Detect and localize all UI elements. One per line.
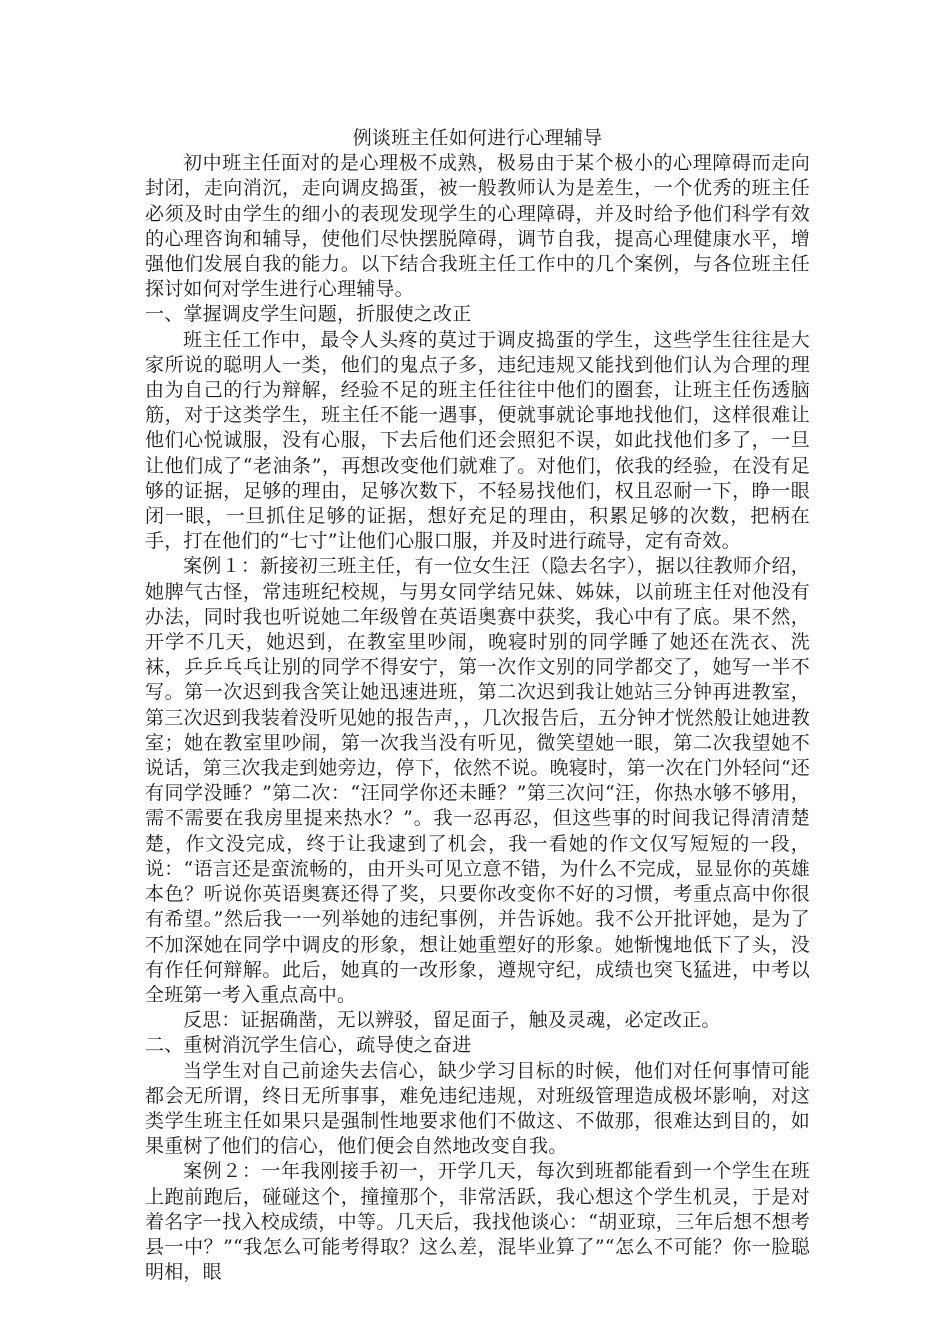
case-2-paragraph: 案例２：一年我刚接手初一，开学几天，每次到班都能看到一个学生在班上跑前跑后，碰碰这个，撞撞那个，非常活跃，我心想这个学生机灵，于是对着名字一找入校成绩，中等。几天后，我找他谈心：“胡亚琼，三年后想不想考县一中？”“我怎么可能考得取？这么差，混毕业算了”“怎么不可能？你一脸聪明相，眼 [145,1160,810,1284]
document-page [145,126,810,1285]
document-title: 例谈班主任如何进行心理辅导 [352,127,603,149]
reflection-paragraph: 反思：证据确凿，无以辨驳，留足面子，触及灵魂，必定改正。 [183,1009,721,1032]
section-2-heading: 二、重树消沉学生信心，疏导使之奋进 [145,1034,472,1057]
section-1-paragraph: 班主任工作中，最令人头疼的莫过于调皮捣蛋的学生，这些学生往往是大家所说的聪明人一类，他们的鬼点子多，违纪违规又能找到他们认为合理的理由为自己的行为辩解，经验不足的班主任往往中他们的圈套，让班主任伤透脑筋，对于这类学生，班主任不能一遇事，便就事就论事地找他们，这样很难让他们心悦诚服，没有心服，下去后他们还会照犯不误，如此找他们多了，一旦让他们成了“老油条”，再想改变他们就难了。对他们，依我的经验，在没有足够的证据，足够的理由，足够次数下，不轻易找他们，权且忍耐一下，睁一眼闭一眼，一旦抓住足够的证据，想好充足的理由，积累足够的次数，把柄在手，打在他们的“七寸”让他们心服口服，并及时进行疏导，定有奇效。 [145,328,810,553]
section-2-paragraph: 当学生对自己前途失去信心，缺少学习目标的时候，他们对任何事情可能都会无所谓，终日无所事事，难免违纪违规，对班级管理造成极坏影响，对这类学生班主任如果只是强制性地要求他们不做这、不做那，很难达到目的，如果重树了他们的信心，他们便会自然地改变自我。 [145,1059,810,1158]
section-1-heading: 一、掌握调皮学生问题，折服使之改正 [145,303,472,326]
case-1-paragraph: 案例１：新接初三班主任，有一位女生汪（隐去名字），据以往教师介绍，她脾气古怪，常违班纪校规，与男女同学结兄妹、姊妹，以前班主任对他没有办法，同时我也听说她二年级曾在英语奥赛中获奖，我心中有了底。果不然，开学不几天，她迟到，在教室里吵闹，晚寝时别的同学睡了她还在洗衣、洗袜，乒乒乓乓让别的同学不得安宁，第一次作文别的同学都交了，她写一半不写。第一次迟到我含笑让她迅速进班，第二次迟到我让她站三分钟再进教室，第三次迟到我装着没听见她的报告声，，几次报告后，五分钟才恍然般让她进教室；她在教室里吵闹，第一次我当没有听见，微笑望她一眼，第二次我望她不说话，第三次我走到她旁边，停下，依然不说。晚寝时，第一次在门外轻问“还有同学没睡？”第二次：“汪同学你还未睡？”第三次问“汪，你热水够不够用，需不需要在我房里提来热水？”。我一忍再忍，但这些事的时间我记得清清楚楚，作文没完成，终于让我逮到了机会，我一看她的作文仅写短短的一段，说：“语言还是蛮流畅的，由开头可见立意不错，为什么不完成，显显你的英雄本色？听说你英语奥赛还得了奖，只要你改变你不好的习惯，考重点高中你很有希望。”然后我一一列举她的违纪事例，并告诉她。我不公开批评她，是为了不加深她在同学中调皮的形象，想让她重塑好的形象。她惭愧地低下了头，没有作任何辩解。此后，她真的一改形象，遵规守纪，成绩也突飞猛进，中考以全班第一考入重点高中。 [145,555,810,1006]
intro-paragraph: 初中班主任面对的是心理极不成熟，极易由于某个极小的心理障碍而走向封闭，走向消沉，走向调皮捣蛋，被一般教师认为是差生，一个优秀的班主任必须及时由学生的细小的表现发现学生的心理障碍，并及时给予他们科学有效的心理咨询和辅导，使他们尽快摆脱障碍，调节自我，提高心理健康水平，增强他们发展自我的能力。以下结合我班主任工作中的几个案例，与各位班主任探讨如何对学生进行心理辅导。 [145,152,810,301]
